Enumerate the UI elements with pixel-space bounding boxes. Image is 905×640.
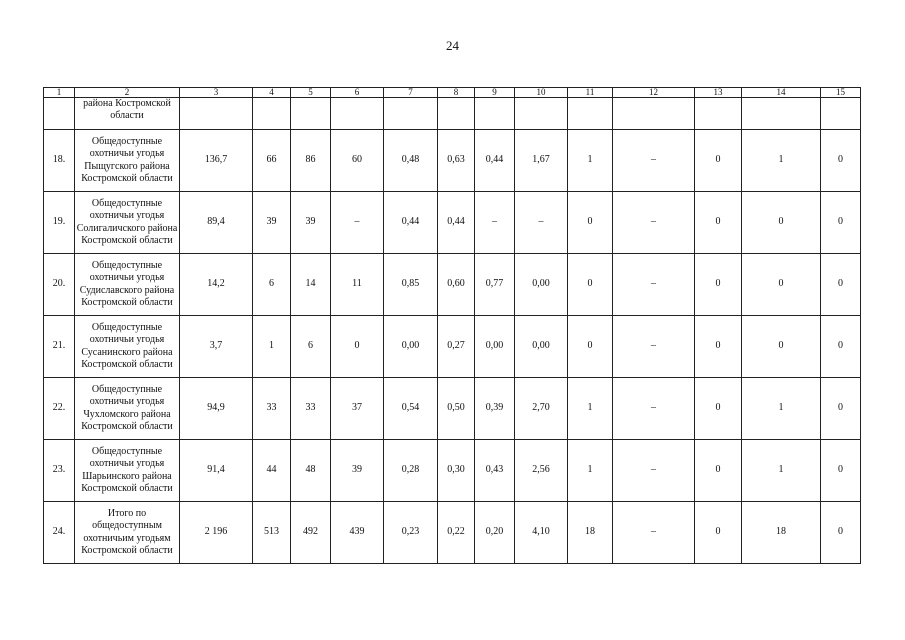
table-cell-col-11: 0: [568, 254, 613, 316]
table-cell-col-10: –: [515, 192, 568, 254]
table-row: [44, 192, 861, 254]
table-cell-col-6: 39: [331, 440, 384, 502]
table-cell-col-2: Общедоступные охотничьи угодья Шарьинского района Костромской области: [75, 440, 180, 502]
table-cell-col-11: 0: [568, 192, 613, 254]
table-cell-col-14: [742, 98, 821, 130]
table-cell-col-12: –: [613, 502, 695, 564]
table-cell-col-13: 0: [695, 130, 742, 192]
table-cell-col-12: –: [613, 130, 695, 192]
table-cell-col-2: Общедоступные охотничьи угодья Сусанинского района Костромской области: [75, 316, 180, 378]
table-cell-col-10: 4,10: [515, 502, 568, 564]
table-cell-col-3: [180, 98, 253, 130]
table-row: [44, 502, 861, 564]
table-cell-col-14: 14: [742, 88, 821, 98]
table-cell-col-13: 0: [695, 440, 742, 502]
table-cell-col-12: –: [613, 378, 695, 440]
table-cell-col-15: [821, 98, 861, 130]
table-cell-col-6: 6: [331, 88, 384, 98]
table-cell-col-12: –: [613, 254, 695, 316]
table-cell-col-14: 18: [742, 502, 821, 564]
table-cell-col-9: 0,44: [475, 130, 515, 192]
table-cell-col-8: 0,44: [438, 192, 475, 254]
table-cell-col-14: 1: [742, 378, 821, 440]
table-cell-col-3: 136,7: [180, 130, 253, 192]
table-cell-col-7: 7: [384, 88, 438, 98]
table-cell-col-14: 0: [742, 254, 821, 316]
table-cell-col-2: Общедоступные охотничьи угодья Солигаличского района Костромской области: [75, 192, 180, 254]
table-cell-col-15: 0: [821, 502, 861, 564]
table-cell-col-6: 37: [331, 378, 384, 440]
table-cell-col-9: 0,20: [475, 502, 515, 564]
table-cell-col-7: 0,23: [384, 502, 438, 564]
table-cell-col-7: 0,85: [384, 254, 438, 316]
table-cell-col-8: 0,50: [438, 378, 475, 440]
table-cell-col-9: 0,77: [475, 254, 515, 316]
table-cell-col-9: [475, 98, 515, 130]
table-cell-col-7: 0,00: [384, 316, 438, 378]
table-cell-col-3: 3: [180, 88, 253, 98]
table-cell-col-1: 24.: [44, 502, 75, 564]
table-cell-col-1: 20.: [44, 254, 75, 316]
table-cell-col-6: –: [331, 192, 384, 254]
table-cell-col-15: 0: [821, 440, 861, 502]
table-cell-col-3: 94,9: [180, 378, 253, 440]
table-cell-col-6: 60: [331, 130, 384, 192]
table-cell-col-3: 2 196: [180, 502, 253, 564]
table-cell-col-5: 48: [291, 440, 331, 502]
table-cell-col-5: 6: [291, 316, 331, 378]
table-cell-col-14: 1: [742, 440, 821, 502]
table-cell-col-5: 33: [291, 378, 331, 440]
table-cell-col-2: Общедоступные охотничьи угодья Пыщугского района Костромской области: [75, 130, 180, 192]
table-cell-col-6: 11: [331, 254, 384, 316]
table-cell-col-2: 2: [75, 88, 180, 98]
table-cell-col-8: 0,22: [438, 502, 475, 564]
table-cell-col-1: 18.: [44, 130, 75, 192]
table-cell-col-10: [515, 98, 568, 130]
table-cell-col-4: 513: [253, 502, 291, 564]
table-cell-col-15: 0: [821, 254, 861, 316]
table-cell-col-5: 14: [291, 254, 331, 316]
table-cell-col-11: 1: [568, 378, 613, 440]
column-number-header-row: [44, 88, 861, 98]
table-cell-col-11: 18: [568, 502, 613, 564]
table-cell-col-8: 0,30: [438, 440, 475, 502]
table-cell-col-13: 0: [695, 254, 742, 316]
table-cell-col-10: 10: [515, 88, 568, 98]
table-cell-col-9: 0,39: [475, 378, 515, 440]
table-row: [44, 440, 861, 502]
table-cell-col-7: 0,44: [384, 192, 438, 254]
table-cell-col-8: 8: [438, 88, 475, 98]
table-cell-col-15: 0: [821, 192, 861, 254]
table-cell-col-5: 492: [291, 502, 331, 564]
table-row: [44, 254, 861, 316]
table-body: [44, 88, 861, 564]
table-cell-col-2: Общедоступные охотничьи угодья Судиславского района Костромской области: [75, 254, 180, 316]
table-cell-col-10: 1,67: [515, 130, 568, 192]
table-cell-col-12: –: [613, 192, 695, 254]
table-cell-col-12: 12: [613, 88, 695, 98]
table-cell-col-5: [291, 98, 331, 130]
table-cell-col-13: 13: [695, 88, 742, 98]
table-cell-col-1: [44, 98, 75, 130]
table-cell-col-15: 15: [821, 88, 861, 98]
table-cell-col-9: –: [475, 192, 515, 254]
table-cell-col-11: [568, 98, 613, 130]
table-cell-col-3: 91,4: [180, 440, 253, 502]
table-cell-col-2: Общедоступные охотничьи угодья Чухломского района Костромской области: [75, 378, 180, 440]
table-cell-col-5: 5: [291, 88, 331, 98]
table-cell-col-13: 0: [695, 316, 742, 378]
table-cell-col-4: 44: [253, 440, 291, 502]
table-cell-col-1: 21.: [44, 316, 75, 378]
table-cell-col-9: 9: [475, 88, 515, 98]
table-cell-col-4: 6: [253, 254, 291, 316]
table-cell-col-9: 0,00: [475, 316, 515, 378]
table-cell-col-10: 0,00: [515, 316, 568, 378]
table-cell-col-1: 22.: [44, 378, 75, 440]
table-row: [44, 316, 861, 378]
table-cell-col-7: [384, 98, 438, 130]
table-cell-col-14: 0: [742, 192, 821, 254]
table-cell-col-2: района Костромской области: [75, 98, 180, 130]
table-cell-col-10: 2,56: [515, 440, 568, 502]
table-cell-col-15: 0: [821, 378, 861, 440]
table-cell-col-8: [438, 98, 475, 130]
table-cell-col-7: 0,28: [384, 440, 438, 502]
table-cell-col-7: 0,54: [384, 378, 438, 440]
table-cell-col-3: 14,2: [180, 254, 253, 316]
table-cell-col-4: 4: [253, 88, 291, 98]
table-row-continuation: [44, 98, 861, 130]
table-cell-col-15: 0: [821, 130, 861, 192]
table-cell-col-15: 0: [821, 316, 861, 378]
table-cell-col-11: 1: [568, 130, 613, 192]
table-cell-col-6: 0: [331, 316, 384, 378]
table-cell-col-13: 0: [695, 378, 742, 440]
table-cell-col-1: 1: [44, 88, 75, 98]
table-cell-col-13: 0: [695, 502, 742, 564]
table-cell-col-4: 1: [253, 316, 291, 378]
hunting-grounds-table: [43, 87, 861, 564]
table-cell-col-11: 0: [568, 316, 613, 378]
table-cell-col-13: [695, 98, 742, 130]
table-cell-col-4: 66: [253, 130, 291, 192]
table-row: [44, 378, 861, 440]
table-cell-col-4: [253, 98, 291, 130]
table-cell-col-4: 33: [253, 378, 291, 440]
table-cell-col-10: 0,00: [515, 254, 568, 316]
table-cell-col-6: [331, 98, 384, 130]
table-cell-col-11: 1: [568, 440, 613, 502]
table-cell-col-8: 0,27: [438, 316, 475, 378]
table-cell-col-8: 0,63: [438, 130, 475, 192]
table-cell-col-8: 0,60: [438, 254, 475, 316]
table-cell-col-3: 3,7: [180, 316, 253, 378]
page-number: 24: [446, 38, 459, 53]
table-cell-col-11: 11: [568, 88, 613, 98]
table-cell-col-9: 0,43: [475, 440, 515, 502]
table-cell-col-14: 0: [742, 316, 821, 378]
table-cell-col-3: 89,4: [180, 192, 253, 254]
table-cell-col-14: 1: [742, 130, 821, 192]
table-cell-col-12: [613, 98, 695, 130]
table-cell-col-12: –: [613, 440, 695, 502]
table-cell-col-12: –: [613, 316, 695, 378]
table-cell-col-5: 86: [291, 130, 331, 192]
table-cell-col-13: 0: [695, 192, 742, 254]
table-cell-col-2: Итого по общедоступным охотничьим угодьям Костромской области: [75, 502, 180, 564]
table-cell-col-7: 0,48: [384, 130, 438, 192]
table-cell-col-6: 439: [331, 502, 384, 564]
table-cell-col-1: 19.: [44, 192, 75, 254]
table-cell-col-1: 23.: [44, 440, 75, 502]
table-cell-col-10: 2,70: [515, 378, 568, 440]
table-cell-col-5: 39: [291, 192, 331, 254]
table-cell-col-4: 39: [253, 192, 291, 254]
table-row: [44, 130, 861, 192]
